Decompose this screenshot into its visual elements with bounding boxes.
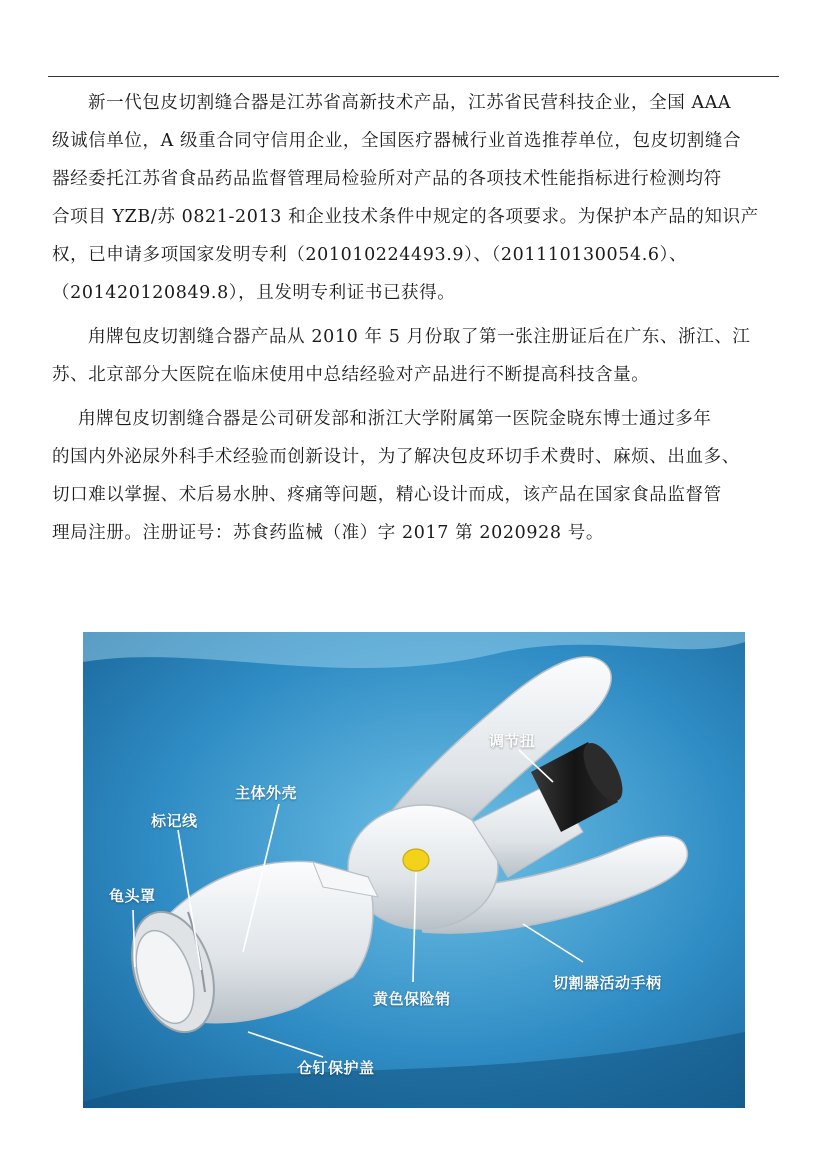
label-staple-cover: 仓钉保护盖 <box>297 1059 375 1077</box>
label-glans-cover: 龟头罩 <box>109 887 156 905</box>
paragraph-1-line-6: （201420120849.8），且发明专利证书已获得。 <box>52 283 456 303</box>
paragraph-3-line-1: 甪牌包皮切割缝合器是公司研发部和浙江大学附属第一医院金晓东博士通过多年 <box>78 409 712 429</box>
paragraph-2-line-2: 苏、北京部分大医院在临床使用中总结经验对产品进行不断提高科技含量。 <box>52 365 650 385</box>
product-photo <box>83 632 745 1108</box>
label-adjust-knob: 调节扭 <box>489 732 536 750</box>
paragraph-1-line-4: 合项目 YZB/苏 0821-2013 和企业技术条件中规定的各项要求。为保护本产品的知识产 <box>52 207 759 227</box>
paragraph-3-line-3: 切口难以掌握、术后易水肿、疼痛等问题，精心设计而成，该产品在国家食品监督管 <box>52 485 722 505</box>
paragraph-3-line-2: 的国内外泌尿外科手术经验而创新设计，为了解决包皮环切手术费时、麻烦、出血多、 <box>52 447 740 467</box>
document-body <box>52 84 780 552</box>
paragraph-1-line-5: 权，已申请多项国家发明专利（201010224493.9）、（201110130054.6）、 <box>52 245 688 265</box>
paragraph-1-line-3: 器经委托江苏省食品药品监督管理局检验所对产品的各项技术性能指标进行检测均符 <box>52 169 722 189</box>
paragraph-2-line-1: 甪牌包皮切割缝合器产品从 2010 年 5 月份取了第一张注册证后在广东、浙江、江 <box>88 327 751 347</box>
paragraph-3-line-4: 理局注册。注册证号：苏食药监械（准）字 2017 第 2020928 号。 <box>52 523 604 543</box>
paragraph-1-line-1: 新一代包皮切割缝合器是江苏省高新技术产品，江苏省民营科技企业，全国 AAA <box>88 93 732 113</box>
label-main-shell: 主体外壳 <box>235 784 298 802</box>
label-marking-line: 标记线 <box>151 812 198 830</box>
header-rule <box>48 76 779 77</box>
yellow-pin-shape <box>403 849 429 871</box>
label-yellow-pin: 黄色保险销 <box>373 990 451 1008</box>
paragraph-1-line-2: 级诚信单位，A 级重合同守信用企业，全国医疗器械行业首选推荐单位，包皮切割缝合 <box>52 131 742 151</box>
label-cutter-handle: 切割器活动手柄 <box>553 974 662 992</box>
device-illustration <box>83 632 745 1108</box>
